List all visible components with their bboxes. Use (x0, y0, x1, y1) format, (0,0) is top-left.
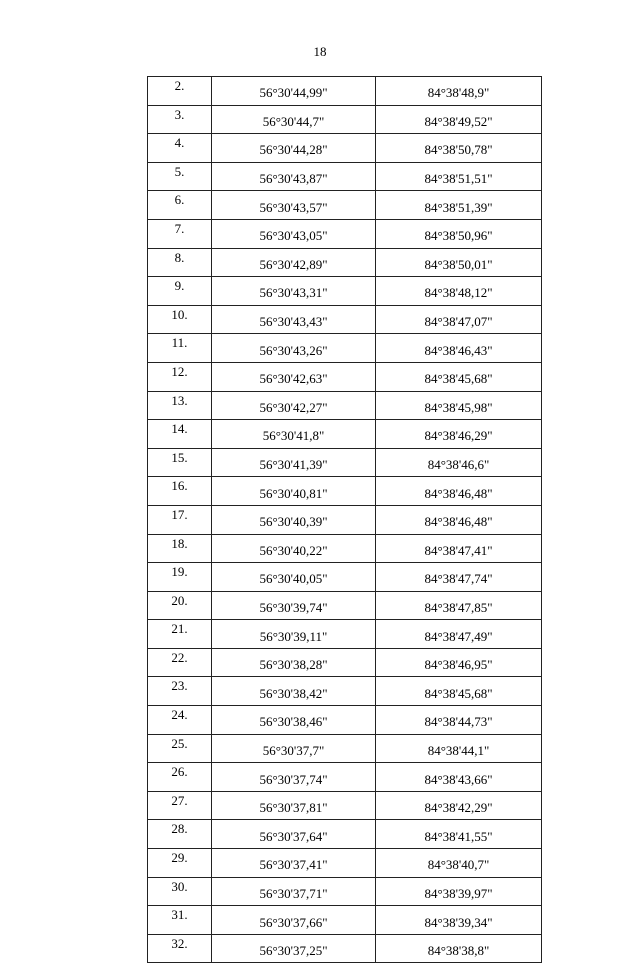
point-number-cell: 15. (148, 448, 212, 477)
longitude-cell: 84°38'47,07" (376, 305, 542, 334)
table-row (148, 906, 542, 935)
longitude-cell: 84°38'47,41" (376, 534, 542, 563)
point-number-cell: 10. (148, 305, 212, 334)
latitude-cell: 56°30'39,74" (212, 591, 376, 620)
point-number-cell: 31. (148, 906, 212, 935)
point-number-cell: 7. (148, 219, 212, 248)
point-number-cell: 26. (148, 763, 212, 792)
latitude-cell: 56°30'43,43" (212, 305, 376, 334)
longitude-cell: 84°38'39,97" (376, 877, 542, 906)
latitude-cell: 56°30'40,39" (212, 505, 376, 534)
table-row (148, 277, 542, 306)
point-number-cell: 23. (148, 677, 212, 706)
latitude-cell: 56°30'41,8" (212, 420, 376, 449)
table-row (148, 734, 542, 763)
table-row (148, 362, 542, 391)
point-number-cell: 11. (148, 334, 212, 363)
latitude-cell: 56°30'37,66" (212, 906, 376, 935)
longitude-cell: 84°38'50,01" (376, 248, 542, 277)
longitude-cell: 84°38'48,9" (376, 77, 542, 106)
latitude-cell: 56°30'42,89" (212, 248, 376, 277)
table-row (148, 648, 542, 677)
point-number-cell: 16. (148, 477, 212, 506)
latitude-cell: 56°30'43,57" (212, 191, 376, 220)
table-row (148, 534, 542, 563)
latitude-cell: 56°30'43,87" (212, 162, 376, 191)
point-number-cell: 4. (148, 134, 212, 163)
point-number-cell: 18. (148, 534, 212, 563)
latitude-cell: 56°30'37,71" (212, 877, 376, 906)
point-number-cell: 2. (148, 77, 212, 106)
latitude-cell: 56°30'43,26" (212, 334, 376, 363)
latitude-cell: 56°30'42,63" (212, 362, 376, 391)
longitude-cell: 84°38'44,1" (376, 734, 542, 763)
point-number-cell: 14. (148, 420, 212, 449)
latitude-cell: 56°30'37,41" (212, 849, 376, 878)
point-number-cell: 25. (148, 734, 212, 763)
table-row (148, 248, 542, 277)
longitude-cell: 84°38'46,48" (376, 505, 542, 534)
longitude-cell: 84°38'39,34" (376, 906, 542, 935)
latitude-cell: 56°30'44,99" (212, 77, 376, 106)
longitude-cell: 84°38'47,85" (376, 591, 542, 620)
latitude-cell: 56°30'40,05" (212, 563, 376, 592)
latitude-cell: 56°30'42,27" (212, 391, 376, 420)
table-row (148, 877, 542, 906)
point-number-cell: 3. (148, 105, 212, 134)
longitude-cell: 84°38'46,29" (376, 420, 542, 449)
table-row (148, 219, 542, 248)
point-number-cell: 17. (148, 505, 212, 534)
point-number-cell: 32. (148, 934, 212, 963)
table-row (148, 849, 542, 878)
longitude-cell: 84°38'51,51" (376, 162, 542, 191)
longitude-cell: 84°38'45,68" (376, 677, 542, 706)
latitude-cell: 56°30'38,46" (212, 706, 376, 735)
point-number-cell: 28. (148, 820, 212, 849)
table-row (148, 563, 542, 592)
table-row (148, 305, 542, 334)
point-number-cell: 30. (148, 877, 212, 906)
longitude-cell: 84°38'45,98" (376, 391, 542, 420)
table-row (148, 820, 542, 849)
point-number-cell: 27. (148, 791, 212, 820)
point-number-cell: 9. (148, 277, 212, 306)
longitude-cell: 84°38'46,95" (376, 648, 542, 677)
point-number-cell: 24. (148, 706, 212, 735)
page-number: 18 (313, 44, 327, 59)
latitude-cell: 56°30'37,7" (212, 734, 376, 763)
latitude-cell: 56°30'38,28" (212, 648, 376, 677)
longitude-cell: 84°38'44,73" (376, 706, 542, 735)
longitude-cell: 84°38'49,52" (376, 105, 542, 134)
table-row (148, 620, 542, 649)
latitude-cell: 56°30'39,11" (212, 620, 376, 649)
longitude-cell: 84°38'42,29" (376, 791, 542, 820)
point-number-cell: 21. (148, 620, 212, 649)
table-row (148, 334, 542, 363)
point-number-cell: 12. (148, 362, 212, 391)
table-row (148, 420, 542, 449)
latitude-cell: 56°30'37,25" (212, 934, 376, 963)
point-number-cell: 19. (148, 563, 212, 592)
point-number-cell: 6. (148, 191, 212, 220)
latitude-cell: 56°30'38,42" (212, 677, 376, 706)
latitude-cell: 56°30'37,64" (212, 820, 376, 849)
longitude-cell: 84°38'43,66" (376, 763, 542, 792)
table-row (148, 591, 542, 620)
table-row (148, 706, 542, 735)
table-row (148, 105, 542, 134)
longitude-cell: 84°38'46,6" (376, 448, 542, 477)
table-row (148, 191, 542, 220)
latitude-cell: 56°30'40,22" (212, 534, 376, 563)
point-number-cell: 22. (148, 648, 212, 677)
table-row (148, 448, 542, 477)
longitude-cell: 84°38'38,8" (376, 934, 542, 963)
point-number-cell: 5. (148, 162, 212, 191)
table-row (148, 77, 542, 106)
longitude-cell: 84°38'40,7" (376, 849, 542, 878)
latitude-cell: 56°30'37,74" (212, 763, 376, 792)
longitude-cell: 84°38'51,39" (376, 191, 542, 220)
table-row (148, 763, 542, 792)
latitude-cell: 56°30'37,81" (212, 791, 376, 820)
table-row (148, 134, 542, 163)
coordinates-table (147, 76, 542, 963)
longitude-cell: 84°38'47,74" (376, 563, 542, 592)
latitude-cell: 56°30'43,05" (212, 219, 376, 248)
point-number-cell: 8. (148, 248, 212, 277)
latitude-cell: 56°30'44,7" (212, 105, 376, 134)
table-row (148, 391, 542, 420)
point-number-cell: 13. (148, 391, 212, 420)
point-number-cell: 20. (148, 591, 212, 620)
table-row (148, 934, 542, 963)
table-row (148, 791, 542, 820)
longitude-cell: 84°38'46,43" (376, 334, 542, 363)
longitude-cell: 84°38'47,49" (376, 620, 542, 649)
table-row (148, 477, 542, 506)
table-row (148, 162, 542, 191)
latitude-cell: 56°30'44,28" (212, 134, 376, 163)
point-number-cell: 29. (148, 849, 212, 878)
longitude-cell: 84°38'50,96" (376, 219, 542, 248)
coordinates-table-body (148, 77, 542, 963)
table-row (148, 677, 542, 706)
latitude-cell: 56°30'40,81" (212, 477, 376, 506)
longitude-cell: 84°38'45,68" (376, 362, 542, 391)
longitude-cell: 84°38'50,78" (376, 134, 542, 163)
latitude-cell: 56°30'43,31" (212, 277, 376, 306)
longitude-cell: 84°38'46,48" (376, 477, 542, 506)
longitude-cell: 84°38'41,55" (376, 820, 542, 849)
longitude-cell: 84°38'48,12" (376, 277, 542, 306)
table-row (148, 505, 542, 534)
latitude-cell: 56°30'41,39" (212, 448, 376, 477)
